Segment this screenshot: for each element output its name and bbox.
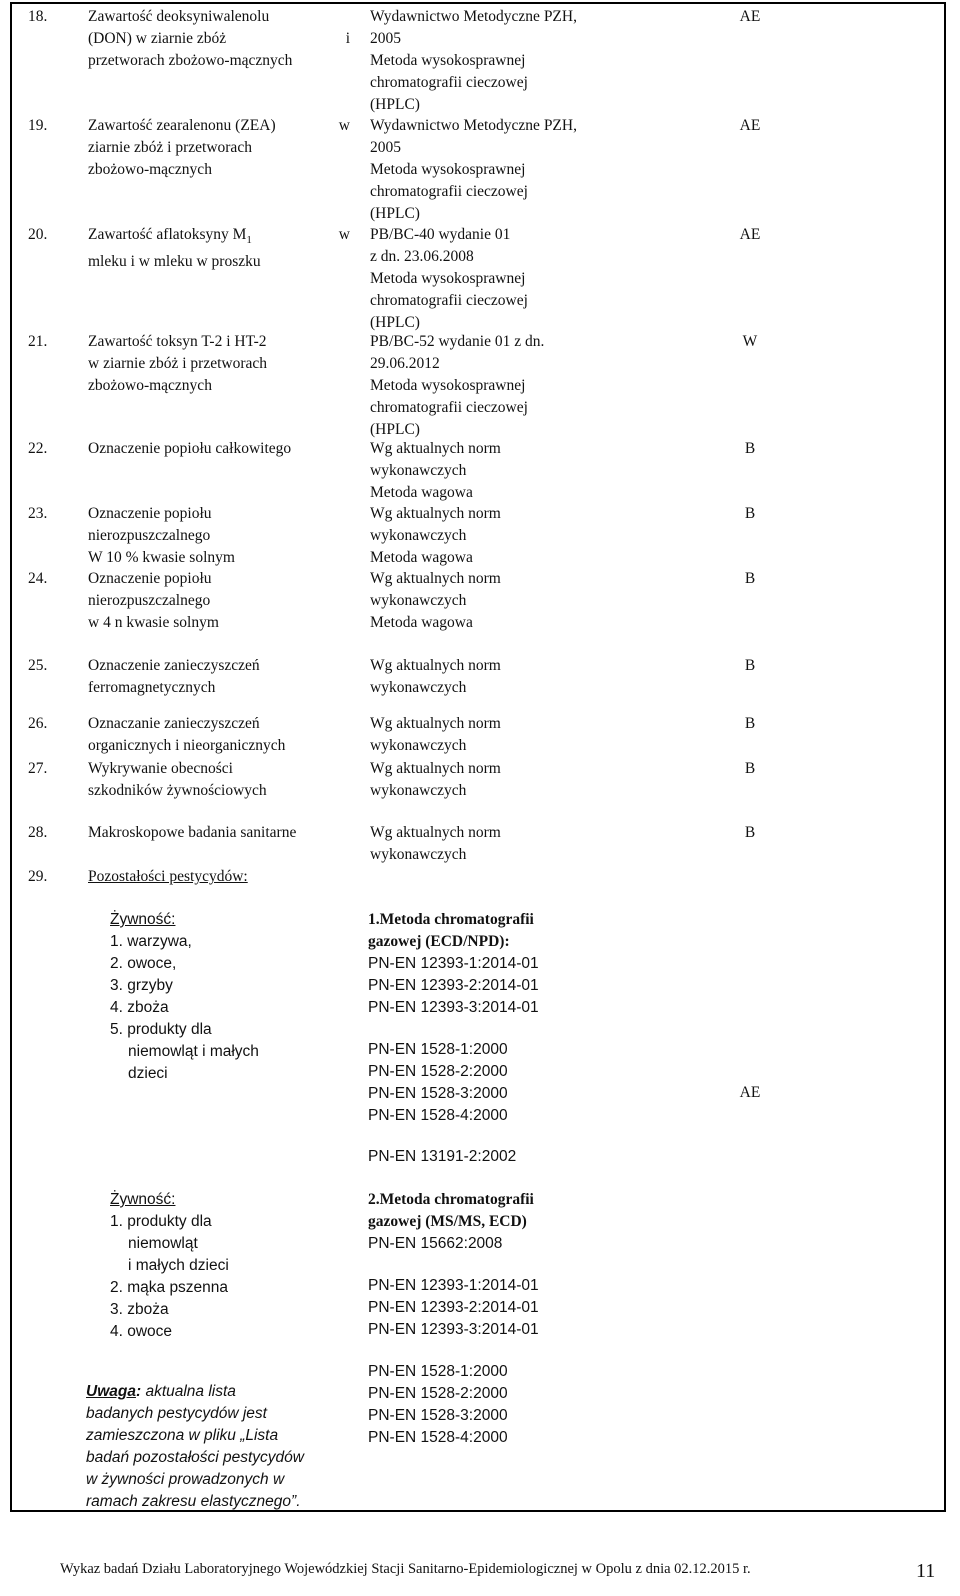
test-method: Wydawnictwo Metodyczne PZH, 2005 Metoda wysokosprawnej chromatografii cieczowej (HPLC) <box>370 8 577 113</box>
accreditation-code: B <box>744 505 756 522</box>
row-number: 23. <box>28 505 48 522</box>
row-number: 24. <box>28 570 48 587</box>
test-method: Wg aktualnych norm wykonawczych Metoda wagowa <box>370 440 501 501</box>
norm-list: PN-EN 1528-1:2000 PN-EN 1528-2:2000 PN-EN 1528-3:2000 PN-EN 1528-4:2000 <box>368 1041 508 1124</box>
test-method: Wg aktualnych norm wykonawczych Metoda wagowa <box>370 505 501 566</box>
accreditation-code: AE <box>739 226 761 243</box>
row-number: 20. <box>28 226 48 243</box>
test-name: Oznaczenie zanieczyszczeń ferromagnetycznych <box>88 657 260 696</box>
row-number: 19. <box>28 117 48 134</box>
test-name: Makroskopowe badania sanitarne <box>88 824 297 841</box>
food-list-1: Żywność: 1. warzywa, 2. owoce, 3. grzyby 4. zboża 5. produkty dla niemowląt i małych dzieci <box>110 911 259 1082</box>
row-number: 29. <box>28 868 48 885</box>
test-method: Wg aktualnych norm wykonawczych <box>370 760 501 799</box>
test-method: PB/BC-40 wydanie 01 z dn. 23.06.2008 Metoda wysokosprawnej chromatografii cieczowej (HPLC) <box>370 226 528 331</box>
table-border-top <box>10 2 945 4</box>
test-name: Zawartość toksyn T-2 i HT-2 w ziarnie zbóż i przetworach zbożowo-mącznych <box>88 333 268 394</box>
row-number: 25. <box>28 657 48 674</box>
test-method: Wg aktualnych norm wykonawczych <box>370 824 501 863</box>
test-method: Wg aktualnych norm wykonawczych <box>370 657 501 696</box>
row-number: 28. <box>28 824 48 841</box>
norm-item: PN-EN 13191-2:2002 <box>368 1148 517 1165</box>
method-block-1: 1.Metoda chromatografii gazowej (ECD/NPD): <box>368 911 534 950</box>
row-number: 27. <box>28 760 48 777</box>
accreditation-code: B <box>744 760 756 777</box>
test-name: Oznaczanie zanieczyszczeń organicznych i nieorganicznych <box>88 715 286 754</box>
test-name: Oznaczenie popiołu nierozpuszczalnego w 4 n kwasie solnym <box>88 570 219 631</box>
norm-list: PN-EN 1528-1:2000 PN-EN 1528-2:2000 PN-EN 1528-3:2000 PN-EN 1528-4:2000 <box>368 1363 508 1446</box>
page-number: 11 <box>916 1560 936 1582</box>
accreditation-code: AE <box>739 117 761 134</box>
accreditation-code: B <box>744 570 756 587</box>
row-number: 21. <box>28 333 48 350</box>
row-number: 22. <box>28 440 48 457</box>
accreditation-code: B <box>744 657 756 674</box>
accreditation-code: AE <box>739 1084 761 1101</box>
accreditation-code: W <box>742 333 758 350</box>
table-border-left <box>10 2 12 1512</box>
accreditation-code: AE <box>739 8 761 25</box>
test-name: Oznaczenie popiołu całkowitego <box>88 440 292 457</box>
test-name: Wykrywanie obecności szkodników żywnościowych <box>88 760 267 799</box>
table-border-right <box>944 2 946 1512</box>
test-name: Zawartość zearalenonu (ZEA) w ziarnie zbóż i przetworach zbożowo-mącznych <box>88 117 350 178</box>
row-number: 26. <box>28 715 48 732</box>
test-method: PB/BC-52 wydanie 01 z dn. 29.06.2012 Metoda wysokosprawnej chromatografii cieczowej (HPLC) <box>370 333 545 438</box>
norm-list: PN-EN 12393-1:2014-01 PN-EN 12393-2:2014-01 PN-EN 12393-3:2014-01 <box>368 955 539 1016</box>
norm-list: PN-EN 12393-1:2014-01 PN-EN 12393-2:2014-01 PN-EN 12393-3:2014-01 <box>368 1277 539 1338</box>
accreditation-code: B <box>744 715 756 732</box>
test-name: Zawartość aflatoksyny $M_1$ w mleku i w mleku w proszku <box>88 226 350 271</box>
row-number: 18. <box>28 8 48 25</box>
page-footer: Wykaz badań Działu Laboratoryjnego Wojewódzkiej Stacji Sanitarno-Epidemiologicznej w Opolu z dnia 02.12.2015 r. <box>60 1561 751 1577</box>
accreditation-code: B <box>744 440 756 457</box>
method-block-2: 2.Metoda chromatografii gazowej (MS/MS, ECD) PN-EN 15662:2008 <box>368 1191 534 1252</box>
test-name: Zawartość deoksyniwalenolu (DON) w ziarnie zbóż i przetworach zbożowo-mącznych <box>88 8 350 69</box>
accreditation-code: B <box>744 824 756 841</box>
pesticides-note: Uwaga: aktualna lista badanych pestycydów jest zamieszczona w pliku „Lista badań pozostałości pestycydów w żywności prowadzonych w ramach zakresu elastycznego”. <box>86 1383 304 1510</box>
food-list-2: Żywność: 1. produkty dla niemowląt i małych dzieci 2. mąka pszenna 3. zboża 4. owoce <box>110 1191 229 1340</box>
test-method: Wg aktualnych norm wykonawczych Metoda wagowa <box>370 570 501 631</box>
test-method: Wg aktualnych norm wykonawczych <box>370 715 501 754</box>
pesticides-heading: Pozostałości pestycydów: <box>88 868 248 885</box>
test-method: Wydawnictwo Metodyczne PZH, 2005 Metoda wysokosprawnej chromatografii cieczowej (HPLC) <box>370 117 577 222</box>
test-name: Oznaczenie popiołu nierozpuszczalnego W 10 % kwasie solnym <box>88 505 235 566</box>
